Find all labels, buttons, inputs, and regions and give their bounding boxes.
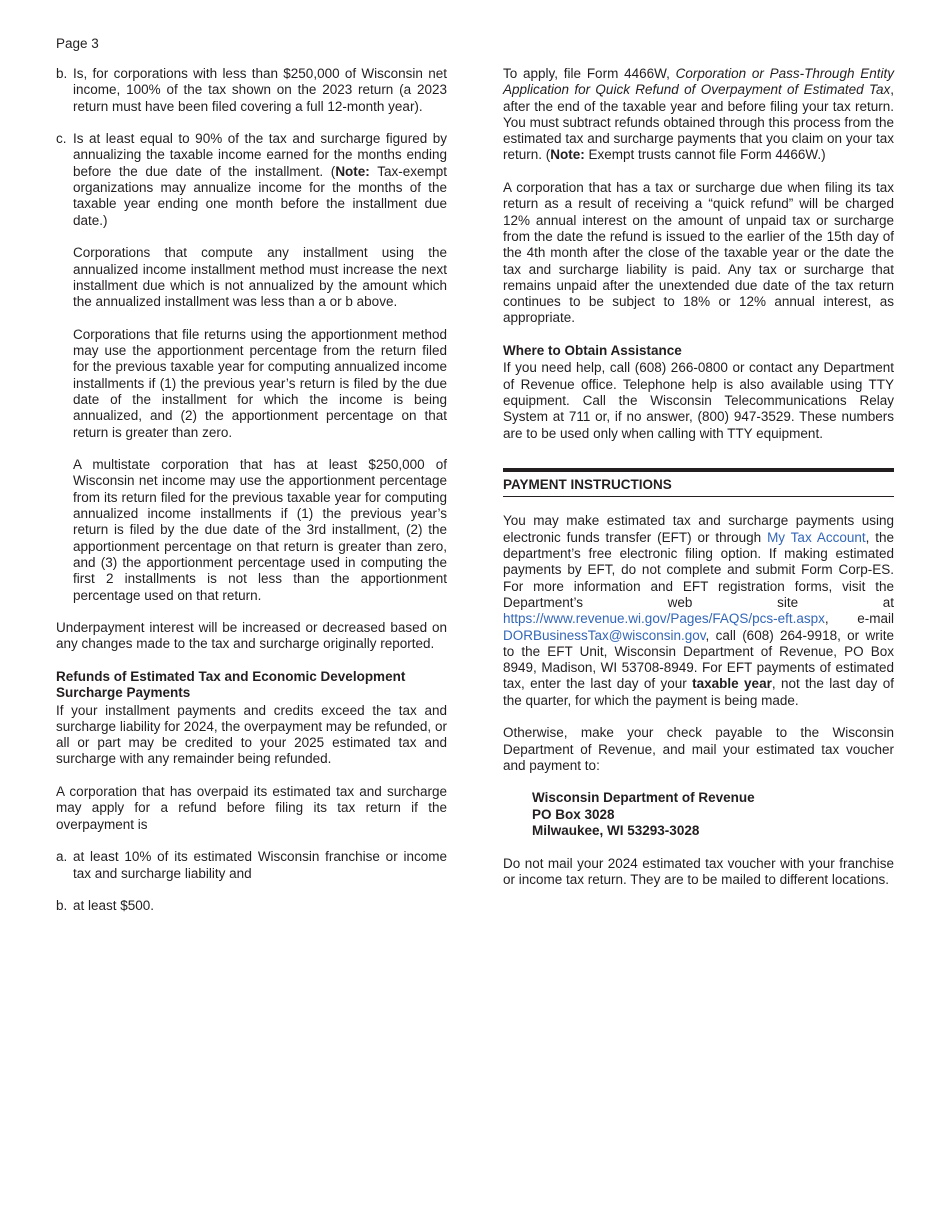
quick-refund-paragraph: A corporation that has a tax or surcharge due when filing its tax return as a result of receiving a “quick refund” will be charged 12% annual interest on the amount of unpaid tax or surcharge from the date the refund is issued to the earlier of the 15th day of the 4th month after the close of the taxable year or the date the tax and surcharge liability is paid. Any tax or surcharge that remains unpaid after the unextended due date of the tax return continues to be subject to 18% or 12% annual interest, as appropriate. bbox=[503, 180, 894, 326]
check-paragraph: Otherwise, make your check payable to the Wisconsin Department of Revenue, and mail your estimated tax voucher and payment to: bbox=[503, 725, 894, 773]
payment-instructions-title: PAYMENT INSTRUCTIONS bbox=[503, 472, 894, 497]
eft-text: , not the last day of the quarter, for which the payment is being made. bbox=[503, 676, 894, 708]
form-title: Corporation or Pass-Through Entity Application for Quick Refund of Overpayment of Estimated Tax bbox=[503, 66, 894, 98]
eft-text: You may make estimated tax and surcharge payments using electronic funds transfer (EFT) or through bbox=[503, 513, 894, 545]
eft-paragraph bbox=[503, 513, 894, 709]
final-paragraph: Do not mail your 2024 estimated tax voucher with your franchise or income tax return. They are to be mailed to different locations. bbox=[503, 855, 894, 887]
business-tax-email-link[interactable]: DORBusinessTax@wisconsin.gov bbox=[503, 627, 706, 643]
eft-text: , call (608) 264-9918, or write to the EFT Unit, Wisconsin Department of Revenue, PO Box 8949, Madison, WI 53708-8949. For EFT payments of estimated tax, enter the last day of your bbox=[503, 627, 894, 692]
list-marker: b. bbox=[56, 898, 68, 914]
note-text: Exempt trusts cannot file Form 4466W.) bbox=[584, 147, 826, 163]
underpayment-paragraph: Underpayment interest will be increased or decreased based on any changes made to the tax and surcharge originally reported. bbox=[56, 620, 447, 652]
page-number: Page 3 bbox=[56, 36, 99, 51]
list-item-b2 bbox=[56, 898, 447, 914]
overpaid-paragraph: A corporation that has overpaid its estimated tax and surcharge may apply for a refund before filing its tax return if the overpayment is bbox=[56, 784, 447, 832]
list-item-text: Tax-exempt organizations may annualize income for the months of the taxable year ending one month before the installment due date.) bbox=[73, 163, 448, 228]
note-label: Note: bbox=[550, 147, 585, 163]
apply-text: To apply, file Form 4466W, bbox=[503, 66, 676, 81]
note-label: Note: bbox=[335, 163, 370, 179]
list-item-c bbox=[56, 131, 447, 229]
list-marker: a. bbox=[56, 849, 68, 865]
address-line-3: Milwaukee, WI 53293-3028 bbox=[532, 823, 700, 839]
taxable-year-term: taxable year bbox=[692, 676, 772, 692]
list-item-text: at least $500. bbox=[73, 898, 155, 914]
eft-text: , e-mail bbox=[824, 611, 894, 627]
eft-faq-link[interactable]: https://www.revenue.wi.gov/Pages/FAQS/pcs-eft.aspx bbox=[503, 611, 825, 627]
apportionment-paragraph: Corporations that file returns using the apportionment method may use the apportionment percentage from the return filed for the previous taxable year for computing annualized income installments if (1) the previous year’s return is filed by the due date of the installment for which the income is being annualized, and (2) the apportionment percentage on that return is greater than zero. bbox=[73, 326, 447, 440]
list-marker: b. bbox=[56, 66, 68, 81]
annualized-paragraph: Corporations that compute any installment using the annualized income installment method must increase the next installment due which is not annualized by the amount which the annualized installment was less than a or b above. bbox=[73, 245, 447, 310]
address-line-1: Wisconsin Department of Revenue bbox=[532, 790, 755, 806]
right-column bbox=[503, 66, 894, 905]
list-item-b bbox=[56, 66, 447, 115]
list-item-a2 bbox=[56, 849, 447, 882]
assistance-paragraph: If you need help, call (608) 266-0800 or contact any Department of Revenue office. Telephone help is also available using TTY equipment. Call the Wisconsin Telecommunications Relay System at 711 or, if no answer, (800) 947-3529. These numbers are to be used only when calling with TTY equipment. bbox=[503, 360, 894, 441]
assistance-heading: Where to Obtain Assistance bbox=[503, 343, 682, 359]
refunds-paragraph: If your installment payments and credits exceed the tax and surcharge liability for 2024, the overpayment may be refunded, or all or part may be credited to your 2025 estimated tax and surcharge with any remainder being refunded. bbox=[56, 702, 447, 767]
my-tax-account-link[interactable]: My Tax Account bbox=[767, 529, 866, 545]
spacer bbox=[503, 497, 894, 513]
mailing-address bbox=[503, 790, 894, 839]
apply-text: , after the end of the taxable year and before filing your tax return. You must subtract refunds obtained through this process from the estimated tax and surcharge payments that you claim on your tax return. ( bbox=[503, 82, 894, 163]
list-item-text: Is at least equal to 90% of the tax and surcharge figured by annualizing the taxable income earned for the months ending before the due date of the installment. ( bbox=[73, 131, 447, 179]
left-column bbox=[56, 66, 447, 931]
refunds-heading: Refunds of Estimated Tax and Economic Development Surcharge Payments bbox=[56, 668, 406, 701]
list-marker: c. bbox=[56, 131, 67, 147]
apply-paragraph bbox=[503, 66, 894, 164]
address-line-2: PO Box 3028 bbox=[532, 806, 615, 822]
list-item-text: at least 10% of its estimated Wisconsin franchise or income tax and surcharge liability and bbox=[73, 849, 447, 881]
multistate-paragraph: A multistate corporation that has at least $250,000 of Wisconsin net income may use the apportionment percentage from its return filed for the previous taxable year for computing annualized income installments if (1) the previous year’s return is filed by the due date of the 3rd installment, (2) the apportionment percentage on that return is greater than zero, and (3) the apportionment percentage used in computing the first 2 installments is not less than the apportionment percentage used on that return. bbox=[73, 457, 447, 603]
eft-text: , the department’s free electronic filing option. If making estimated payments by EFT, do not complete and submit Form Corp-ES. For more information and EFT registration forms, visit the Department’s web site at bbox=[503, 529, 894, 610]
list-item-text: Is, for corporations with less than $250,000 of Wisconsin net income, 100% of the tax shown on the 2023 return (a 2023 return must have been filed covering a full 12-month year). bbox=[73, 66, 447, 114]
